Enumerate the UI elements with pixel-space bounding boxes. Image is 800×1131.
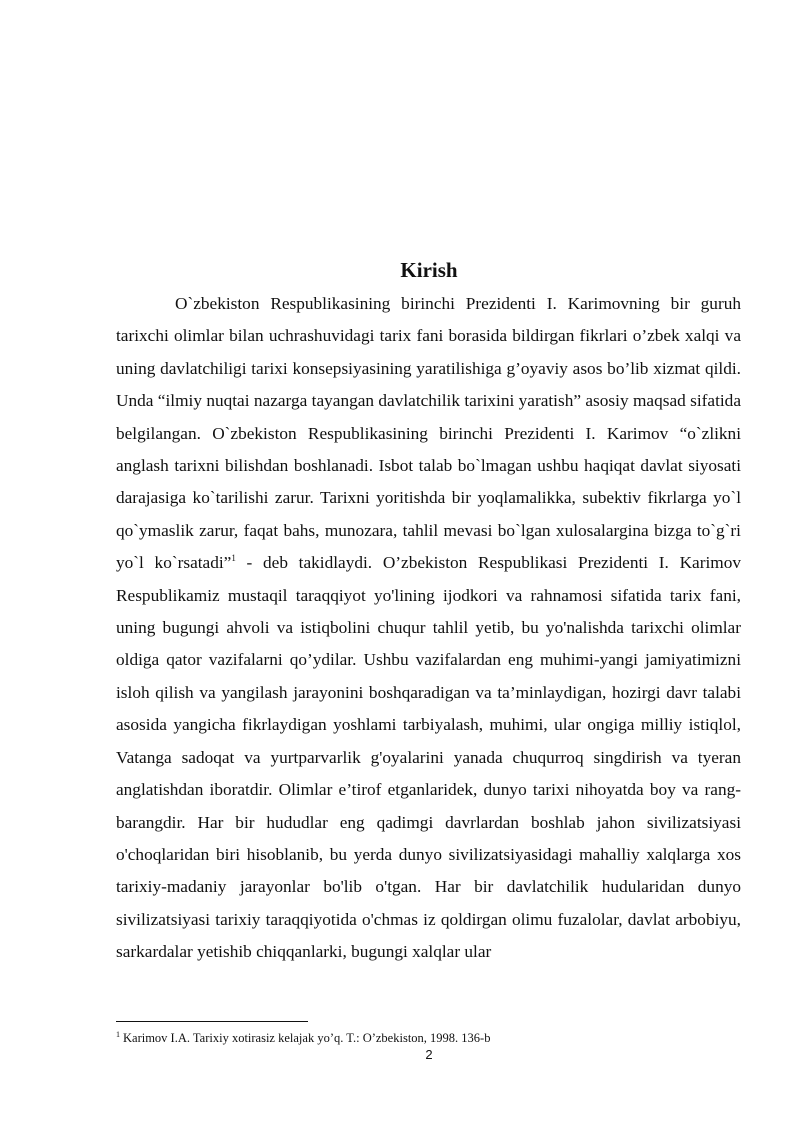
footnote-separator <box>116 1021 308 1022</box>
body-text-main: O`zbekiston Respublikasining birinchi Prezidenti I. Karimovning bir guruh tarixchi olimlar bilan uchrashuvidagi tarix fani borasida bildirgan fikrlari o’zbek xalqi va uning davlatchiligi tarixi konsepsiyasining yaratilishiga g’oyaviy asos bo’lib xizmat qildi. Unda “ilmiy nuqtai nazarga tayangan davlatchilik tarixini yaratish” asosiy maqsad sifatida belgilangan. O`zbekiston Respublikasining birinchi Prezidenti I. Karimov “o`zlikni anglash tarixni bilishdan boshlanadi. Isbot talab bo`lmagan ushbu haqiqat davlat siyosati darajasiga ko`tarilishi zarur. Tarixni yoritishda bir yoqlamalikka, subektiv fikrlarga yo`l qo`ymaslik zarur, faqat bahs, munozara, tahlil mevasi bo`lgan xulosalargina bizga to`g`ri yo`l ko`rsatadi” <box>116 294 741 573</box>
section-title: Kirish <box>400 258 458 282</box>
footnote-mark: 1 <box>116 1029 120 1039</box>
body-text-tail: - deb takidlaydi. O’zbekiston Respublikasi Prezidenti I. Karimov Respublikamiz mustaqil taraqqiyot yo'lining ijodkori va rahnamosi sifatida tarix fani, uning bugungi ahvoli va istiqbolini chuqur tahlil yetib, bu yo'nalishda tarixchi olimlar oldiga qator vazifalarni qo’ydilar. Ushbu vazifalardan eng muhimi-yangi jamiyatimizni isloh qilish va yangilash jarayonini boshqaradigan va ta’minlaydigan, hozirgi davr talabi asosida yangicha fikrlaydigan yoshlami tarbiyalash, muhimi, ular ongiga milliy istiqlol, Vatanga sadoqat va yurtparvarlik g'oyalarini yanada chuqurroq singdirish va tyeran anglatishdan iboratdir. Olimlar e’tirof etganlaridek, dunyo tarixi nihoyatda boy va rang-barangdir. Har bir hududlar eng qadimgi davrlardan boshlab jahon sivilizatsiyasi o'choqlaridan biri hisoblanib, bu yerda dunyo sivilizatsiyasidagi mahalliy xalqlarga xos tarixiy-madaniy jarayonlar bo'lib o'tgan. Har bir davlatchilik hudularidan dunyo sivilizatsiyasi tarixiy taraqqiyotida o'chmas iz qoldirgan olimu fuzalolar, davlat arbobiyu, sarkardalar yetishib chiqqanlarki, bugungi xalqlar ular <box>116 553 741 962</box>
footnote-reference[interactable]: 1 <box>231 553 236 564</box>
body-paragraph <box>116 288 741 969</box>
footnote-text: Karimov I.A. Tarixiy xotirasiz kelajak yo’q. T.: O’zbekiston, 1998. 136-b <box>123 1031 491 1045</box>
footnote <box>116 1030 741 1046</box>
page-number: 2 <box>425 1047 433 1062</box>
